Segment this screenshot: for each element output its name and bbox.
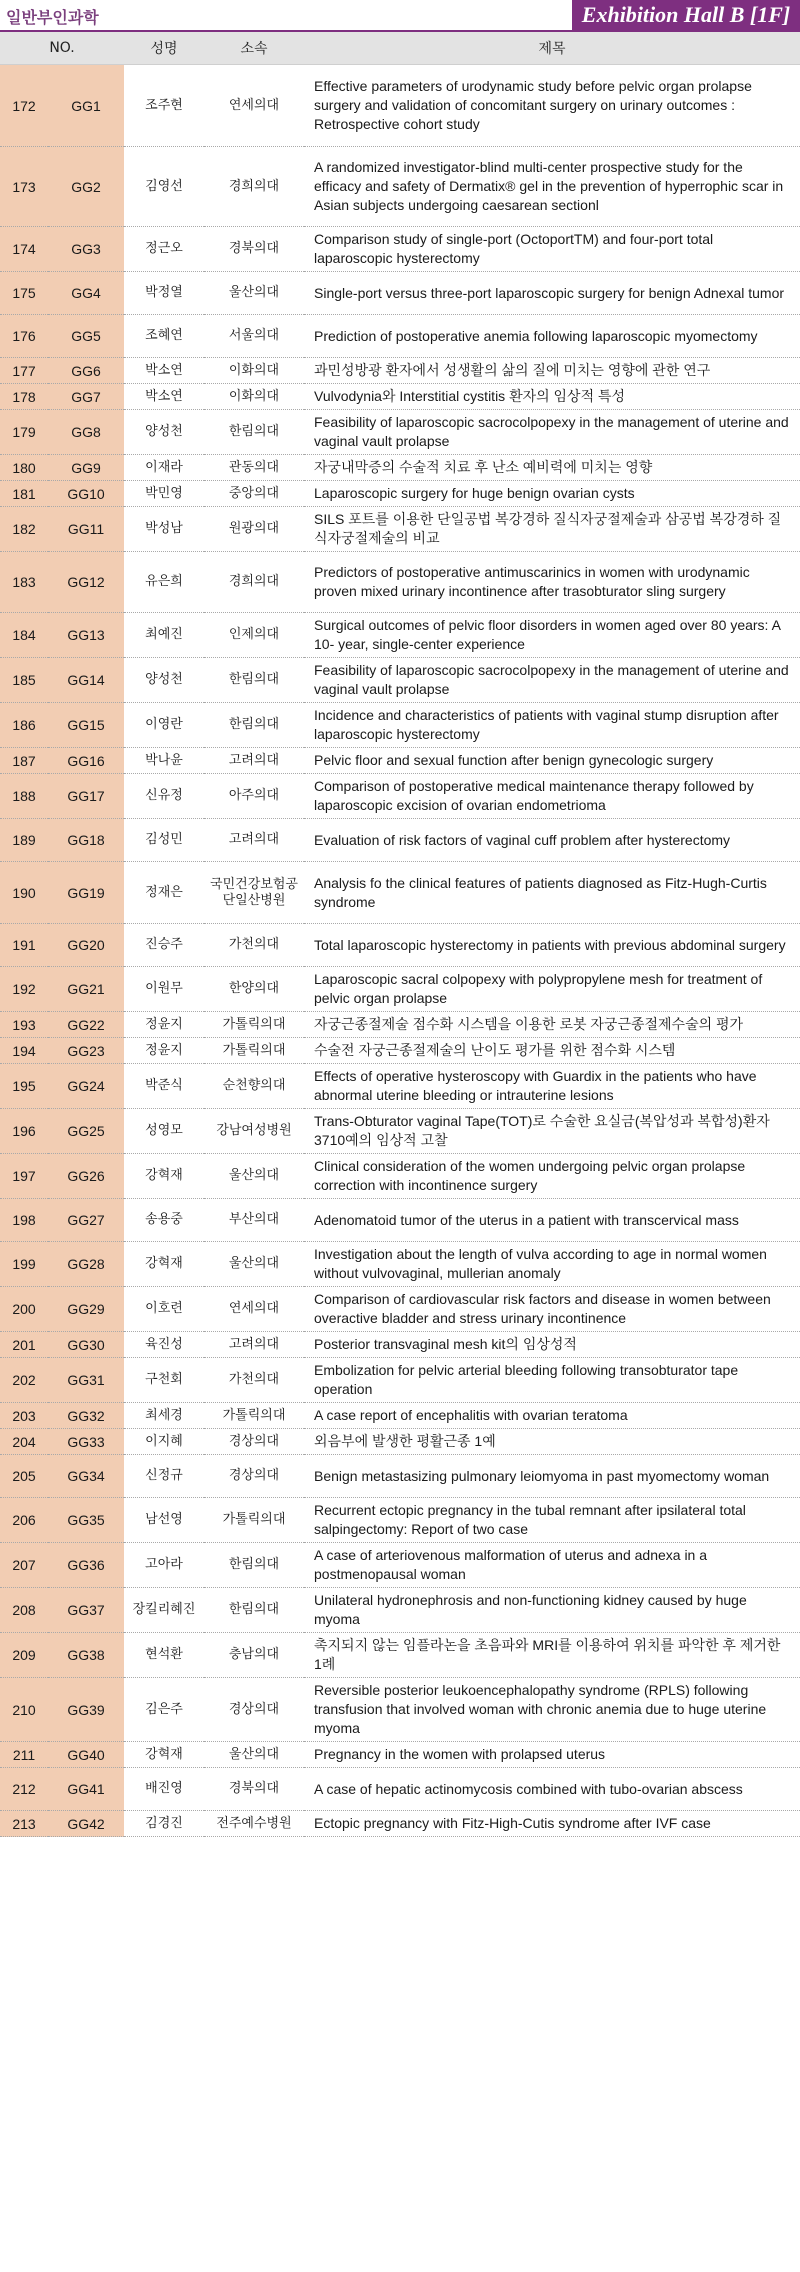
row-name: 이원무 [124,967,204,1012]
table-row [0,774,800,819]
row-title: Predictors of postoperative antimuscarinics in women with urodynamic proven mixed urinary incontinence after trasobturator sling surgery [304,552,800,613]
table-row [0,1242,800,1287]
row-name: 양성천 [124,658,204,703]
row-number: 205 [0,1455,48,1498]
row-affiliation: 연세의대 [204,65,304,147]
table-row [0,1429,800,1455]
header-affiliation: 소속 [204,32,304,65]
row-affiliation: 울산의대 [204,1242,304,1287]
header-rule [0,30,800,32]
table-row [0,1038,800,1064]
row-code: GG34 [48,1455,124,1498]
row-affiliation: 아주의대 [204,774,304,819]
row-affiliation: 원광의대 [204,507,304,552]
row-code: GG18 [48,819,124,862]
table-row [0,1064,800,1109]
table-row [0,1455,800,1498]
row-name: 최세경 [124,1403,204,1429]
row-number: 210 [0,1678,48,1742]
row-number: 178 [0,384,48,410]
row-code: GG26 [48,1154,124,1199]
row-number: 204 [0,1429,48,1455]
row-name: 박정열 [124,272,204,315]
table-row [0,315,800,358]
row-name: 강혁재 [124,1242,204,1287]
row-number: 181 [0,481,48,507]
row-name: 김영선 [124,147,204,227]
row-name: 박준식 [124,1064,204,1109]
row-code: GG27 [48,1199,124,1242]
row-name: 배진영 [124,1768,204,1811]
row-code: GG42 [48,1811,124,1837]
row-affiliation: 가톨릭의대 [204,1012,304,1038]
row-code: GG22 [48,1012,124,1038]
row-code: GG40 [48,1742,124,1768]
row-number: 212 [0,1768,48,1811]
table-row [0,1109,800,1154]
row-code: GG1 [48,65,124,147]
row-title: Evaluation of risk factors of vaginal cuff problem after hysterectomy [304,819,800,862]
row-title: A case of arteriovenous malformation of uterus and adnexa in a postmenopausal woman [304,1543,800,1588]
table-row [0,1154,800,1199]
row-number: 192 [0,967,48,1012]
row-number: 201 [0,1332,48,1358]
row-affiliation: 고려의대 [204,748,304,774]
row-affiliation: 경상의대 [204,1455,304,1498]
row-name: 강혁재 [124,1742,204,1768]
page-header [0,0,800,32]
row-number: 198 [0,1199,48,1242]
row-name: 박소연 [124,358,204,384]
header-no: NO. [0,32,124,65]
row-name: 이영란 [124,703,204,748]
table-row [0,748,800,774]
row-code: GG30 [48,1332,124,1358]
row-affiliation: 한림의대 [204,703,304,748]
row-code: GG20 [48,924,124,967]
row-title: Laparoscopic sacral colpopexy with polypropylene mesh for treatment of pelvic organ prolapse [304,967,800,1012]
row-affiliation: 한양의대 [204,967,304,1012]
row-affiliation: 고려의대 [204,1332,304,1358]
row-number: 180 [0,455,48,481]
row-number: 174 [0,227,48,272]
row-number: 211 [0,1742,48,1768]
table-row [0,1287,800,1332]
row-title: Effective parameters of urodynamic study before pelvic organ prolapse surgery and validation of concomitant surgery on urinary outcomes : Retrospective cohort study [304,65,800,147]
row-affiliation: 경북의대 [204,227,304,272]
row-name: 장킬리혜진 [124,1588,204,1633]
row-affiliation: 관동의대 [204,455,304,481]
row-number: 191 [0,924,48,967]
row-affiliation: 서울의대 [204,315,304,358]
row-title: A case of hepatic actinomycosis combined with tubo-ovarian abscess [304,1768,800,1811]
table-row [0,147,800,227]
row-name: 이지혜 [124,1429,204,1455]
row-title: Incidence and characteristics of patients with vaginal stump disruption after laparoscopic hysterectomy [304,703,800,748]
row-title: Vulvodynia와 Interstitial cystitis 환자의 임상적 특성 [304,384,800,410]
row-name: 박소연 [124,384,204,410]
row-name: 성영모 [124,1109,204,1154]
row-name: 진승주 [124,924,204,967]
row-code: GG14 [48,658,124,703]
row-affiliation: 경희의대 [204,147,304,227]
row-code: GG11 [48,507,124,552]
table-row [0,272,800,315]
row-title: Comparison of cardiovascular risk factors and disease in women between overactive bladder and stress urinary incontinence [304,1287,800,1332]
row-number: 185 [0,658,48,703]
table-row [0,384,800,410]
row-affiliation: 울산의대 [204,1742,304,1768]
row-number: 197 [0,1154,48,1199]
row-title: Analysis fo the clinical features of patients diagnosed as Fitz-Hugh-Curtis syndrome [304,862,800,924]
row-title: Feasibility of laparoscopic sacrocolpopexy in the management of uterine and vaginal vault prolapse [304,410,800,455]
row-name: 조혜연 [124,315,204,358]
row-number: 177 [0,358,48,384]
row-code: GG2 [48,147,124,227]
table-row [0,507,800,552]
table-row [0,1633,800,1678]
row-name: 정근오 [124,227,204,272]
row-affiliation: 이화의대 [204,358,304,384]
row-affiliation: 경희의대 [204,552,304,613]
row-title: 촉지되지 않는 임플라논을 초음파와 MRI를 이용하여 위치를 파악한 후 제거한 1례 [304,1633,800,1678]
row-title: Laparoscopic surgery for huge benign ovarian cysts [304,481,800,507]
row-title: Clinical consideration of the women undergoing pelvic organ prolapse correction with incontinence surgery [304,1154,800,1199]
table-row [0,1199,800,1242]
table-row [0,1588,800,1633]
row-number: 203 [0,1403,48,1429]
row-title: Trans-Obturator vaginal Tape(TOT)로 수술한 요실금(복압성과 복합성)환자 3710예의 임상적 고찰 [304,1109,800,1154]
row-title: A case report of encephalitis with ovarian teratoma [304,1403,800,1429]
row-number: 195 [0,1064,48,1109]
row-title: Comparison of postoperative medical maintenance therapy followed by laparoscopic excision of ovarian endometrioma [304,774,800,819]
row-code: GG36 [48,1543,124,1588]
row-name: 신유정 [124,774,204,819]
row-name: 고아라 [124,1543,204,1588]
row-affiliation: 중앙의대 [204,481,304,507]
poster-table [0,32,800,1837]
row-code: GG13 [48,613,124,658]
row-number: 184 [0,613,48,658]
table-row [0,455,800,481]
row-name: 남선영 [124,1498,204,1543]
row-affiliation: 순천향의대 [204,1064,304,1109]
row-affiliation: 가천의대 [204,924,304,967]
row-code: GG19 [48,862,124,924]
table-row [0,862,800,924]
row-title: Total laparoscopic hysterectomy in patients with previous abdominal surgery [304,924,800,967]
row-code: GG3 [48,227,124,272]
table-row [0,358,800,384]
header-name: 성명 [124,32,204,65]
row-affiliation: 경북의대 [204,1768,304,1811]
table-row [0,1811,800,1837]
table-row [0,227,800,272]
table-row [0,1403,800,1429]
row-affiliation: 연세의대 [204,1287,304,1332]
row-name: 유은희 [124,552,204,613]
row-code: GG15 [48,703,124,748]
row-number: 199 [0,1242,48,1287]
row-number: 209 [0,1633,48,1678]
row-code: GG23 [48,1038,124,1064]
row-affiliation: 국민건강보험공단일산병원 [204,862,304,924]
row-title: Posterior transvaginal mesh kit의 임상성적 [304,1332,800,1358]
row-title: Investigation about the length of vulva according to age in normal women without vulvovaginal, mullerian anomaly [304,1242,800,1287]
table-row [0,1543,800,1588]
row-number: 173 [0,147,48,227]
row-code: GG32 [48,1403,124,1429]
row-code: GG29 [48,1287,124,1332]
row-affiliation: 고려의대 [204,819,304,862]
row-affiliation: 한림의대 [204,1588,304,1633]
row-number: 175 [0,272,48,315]
row-number: 176 [0,315,48,358]
row-name: 현석환 [124,1633,204,1678]
row-name: 신정규 [124,1455,204,1498]
row-code: GG25 [48,1109,124,1154]
row-code: GG17 [48,774,124,819]
row-affiliation: 한림의대 [204,1543,304,1588]
row-title: Prediction of postoperative anemia following laparoscopic myomectomy [304,315,800,358]
row-number: 213 [0,1811,48,1837]
row-name: 구천회 [124,1358,204,1403]
row-name: 정윤지 [124,1012,204,1038]
row-title: Adenomatoid tumor of the uterus in a patient with transcervical mass [304,1199,800,1242]
row-affiliation: 전주예수병원 [204,1811,304,1837]
row-code: GG12 [48,552,124,613]
row-affiliation: 경상의대 [204,1678,304,1742]
row-affiliation: 부산의대 [204,1199,304,1242]
row-name: 송용중 [124,1199,204,1242]
row-name: 박민영 [124,481,204,507]
row-code: GG10 [48,481,124,507]
row-title: Single-port versus three-port laparoscopic surgery for benign Adnexal tumor [304,272,800,315]
row-affiliation: 이화의대 [204,384,304,410]
header-title: 제목 [304,32,800,65]
row-code: GG4 [48,272,124,315]
table-row [0,819,800,862]
row-number: 189 [0,819,48,862]
table-row [0,1742,800,1768]
row-affiliation: 가톨릭의대 [204,1403,304,1429]
row-name: 박나윤 [124,748,204,774]
row-title: Benign metastasizing pulmonary leiomyoma in past myomectomy woman [304,1455,800,1498]
row-number: 188 [0,774,48,819]
row-affiliation: 울산의대 [204,1154,304,1199]
row-code: GG35 [48,1498,124,1543]
row-name: 박성남 [124,507,204,552]
row-number: 183 [0,552,48,613]
row-title: Effects of operative hysteroscopy with Guardix in the patients who have abnormal uterine bleeding or intrauterine lesions [304,1064,800,1109]
row-affiliation: 가천의대 [204,1358,304,1403]
row-affiliation: 한림의대 [204,410,304,455]
row-number: 182 [0,507,48,552]
row-code: GG21 [48,967,124,1012]
row-name: 조주현 [124,65,204,147]
table-row [0,1498,800,1543]
row-title: Unilateral hydronephrosis and non-functioning kidney caused by huge myoma [304,1588,800,1633]
row-title: Feasibility of laparoscopic sacrocolpopexy in the management of uterine and vaginal vault prolapse [304,658,800,703]
row-code: GG24 [48,1064,124,1109]
table-row [0,65,800,147]
table-row [0,703,800,748]
row-code: GG33 [48,1429,124,1455]
row-affiliation: 울산의대 [204,272,304,315]
row-affiliation: 충남의대 [204,1633,304,1678]
row-title: 과민성방광 환자에서 성생활의 삶의 질에 미치는 영향에 관한 연구 [304,358,800,384]
row-name: 강혁재 [124,1154,204,1199]
row-title: 자궁근종절제술 점수화 시스템을 이용한 로봇 자궁근종절제수술의 평가 [304,1012,800,1038]
row-name: 김은주 [124,1678,204,1742]
row-number: 186 [0,703,48,748]
row-title: Recurrent ectopic pregnancy in the tubal remnant after ipsilateral total salpingectomy: Report of two case [304,1498,800,1543]
row-title: Pregnancy in the women with prolapsed uterus [304,1742,800,1768]
row-code: GG8 [48,410,124,455]
row-code: GG37 [48,1588,124,1633]
row-title: Embolization for pelvic arterial bleeding following transobturator tape operation [304,1358,800,1403]
row-code: GG7 [48,384,124,410]
row-number: 200 [0,1287,48,1332]
row-number: 208 [0,1588,48,1633]
row-title: Pelvic floor and sexual function after benign gynecologic surgery [304,748,800,774]
hall-banner: Exhibition Hall B [1F] [572,0,800,30]
table-row [0,552,800,613]
row-name: 김성민 [124,819,204,862]
row-code: GG39 [48,1678,124,1742]
row-number: 190 [0,862,48,924]
row-name: 양성천 [124,410,204,455]
row-affiliation: 인제의대 [204,613,304,658]
table-row [0,967,800,1012]
table-row [0,1678,800,1742]
row-number: 207 [0,1543,48,1588]
row-title: Reversible posterior leukoencephalopathy syndrome (RPLS) following transfusion that involved woman with chronic anemia due to huge uterine myoma [304,1678,800,1742]
row-code: GG6 [48,358,124,384]
table-row [0,410,800,455]
table-row [0,1332,800,1358]
row-number: 206 [0,1498,48,1543]
row-name: 최예진 [124,613,204,658]
row-title: Comparison study of single-port (OctoportTM) and four-port total laparoscopic hysterectomy [304,227,800,272]
row-code: GG31 [48,1358,124,1403]
row-name: 이호련 [124,1287,204,1332]
row-title: 수술전 자궁근종절제술의 난이도 평가를 위한 점수화 시스템 [304,1038,800,1064]
row-code: GG16 [48,748,124,774]
row-number: 196 [0,1109,48,1154]
row-number: 194 [0,1038,48,1064]
table-row [0,1012,800,1038]
row-title: Surgical outcomes of pelvic floor disorders in women aged over 80 years: A 10- year, single-center experience [304,613,800,658]
row-affiliation: 한림의대 [204,658,304,703]
row-title: A randomized investigator-blind multi-center prospective study for the efficacy and safety of Dermatix® gel in the prevention of hyperrophic scar in Asian subjects undergoing caesarean sectionl [304,147,800,227]
row-code: GG28 [48,1242,124,1287]
table-header-row [0,32,800,65]
table-row [0,658,800,703]
row-title: Ectopic pregnancy with Fitz-High-Cutis syndrome after IVF case [304,1811,800,1837]
row-code: GG9 [48,455,124,481]
row-title: SILS 포트를 이용한 단일공법 복강경하 질식자궁절제술과 삼공법 복강경하 질식자궁절제술의 비교 [304,507,800,552]
row-number: 187 [0,748,48,774]
row-affiliation: 가톨릭의대 [204,1038,304,1064]
row-name: 김경진 [124,1811,204,1837]
row-number: 172 [0,65,48,147]
row-affiliation: 가톨릭의대 [204,1498,304,1543]
table-row [0,1768,800,1811]
row-affiliation: 경상의대 [204,1429,304,1455]
row-code: GG41 [48,1768,124,1811]
row-code: GG5 [48,315,124,358]
row-name: 이재라 [124,455,204,481]
row-title: 자궁내막증의 수술적 치료 후 난소 예비력에 미치는 영향 [304,455,800,481]
row-title: 외음부에 발생한 평활근종 1예 [304,1429,800,1455]
section-category: 일반부인과학 [6,8,99,27]
table-row [0,613,800,658]
row-code: GG38 [48,1633,124,1678]
row-name: 정윤지 [124,1038,204,1064]
row-name: 육진성 [124,1332,204,1358]
row-number: 179 [0,410,48,455]
table-row [0,1358,800,1403]
table-row [0,481,800,507]
row-number: 202 [0,1358,48,1403]
row-name: 정재은 [124,862,204,924]
table-row [0,924,800,967]
row-affiliation: 강남여성병원 [204,1109,304,1154]
row-number: 193 [0,1012,48,1038]
